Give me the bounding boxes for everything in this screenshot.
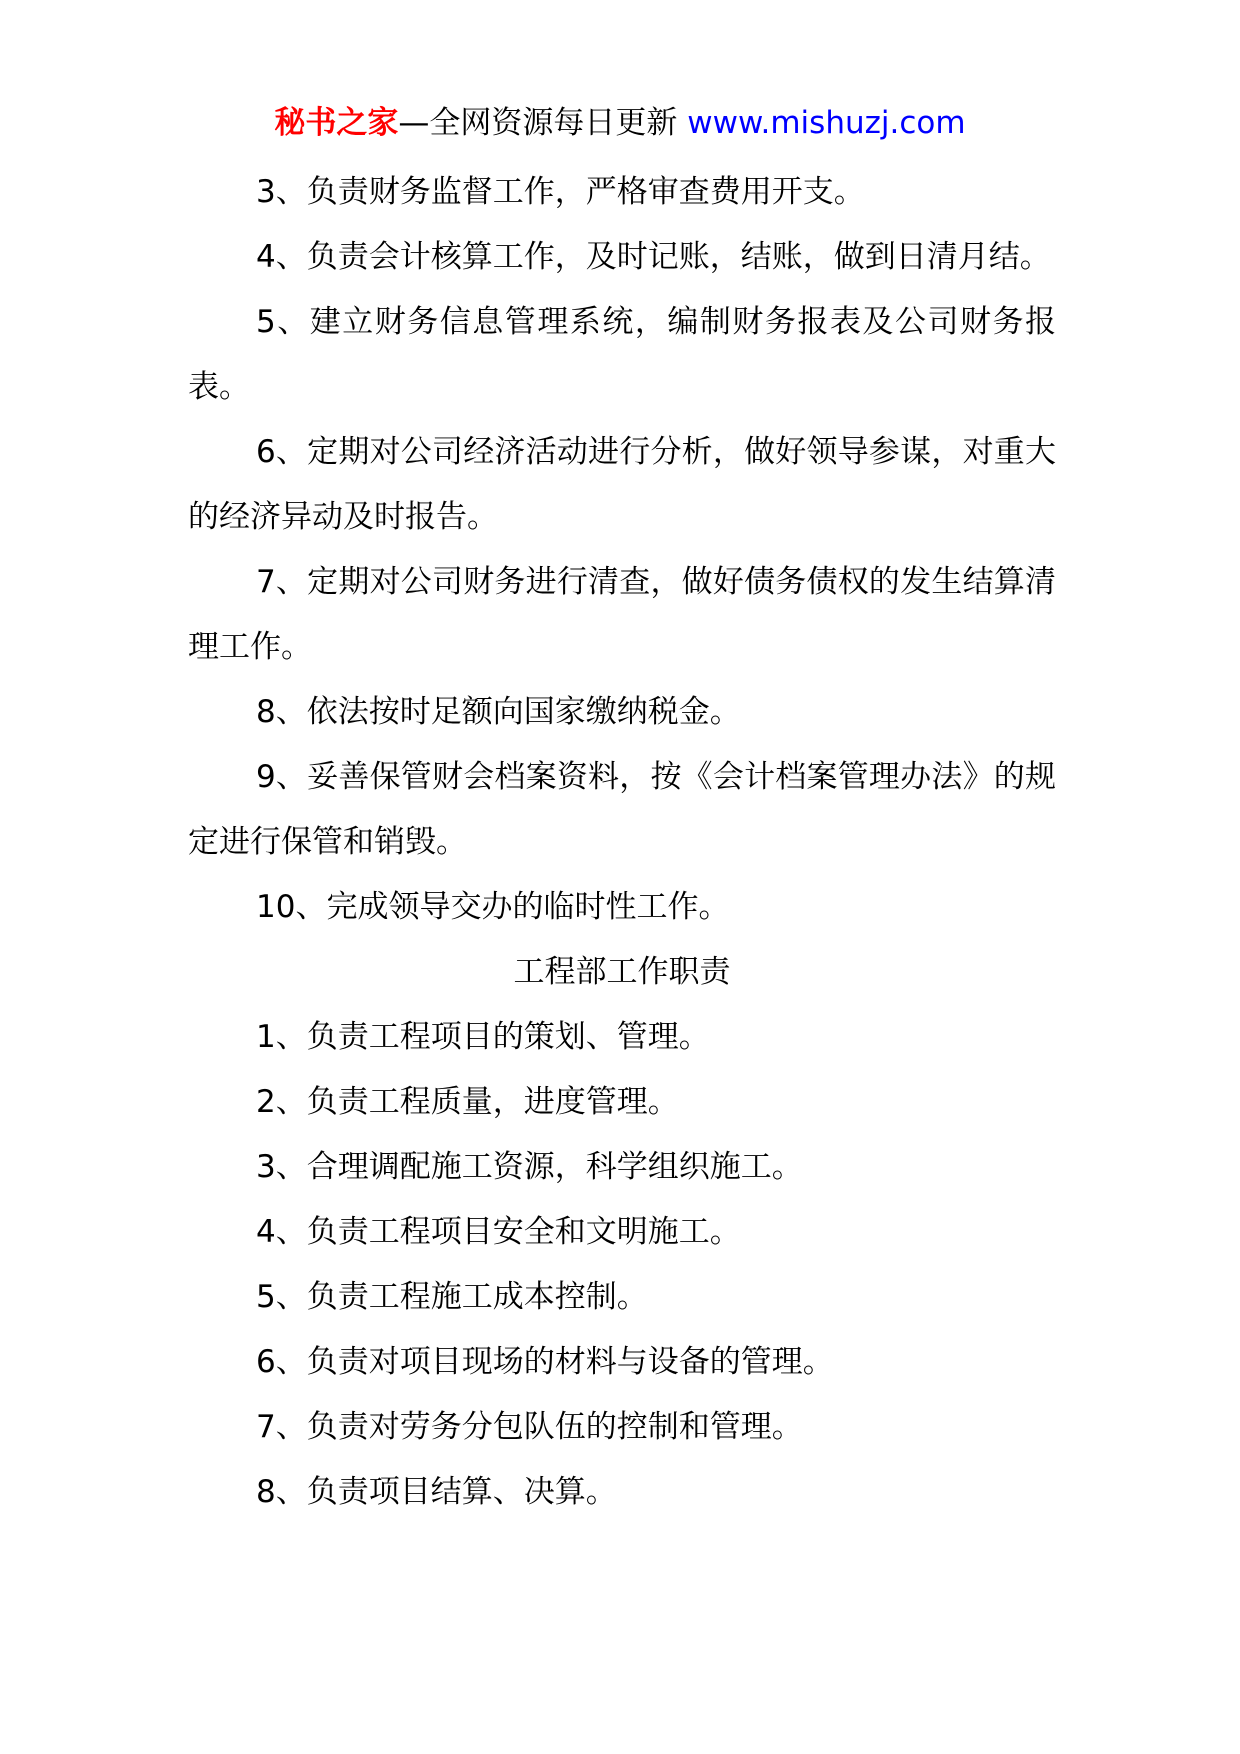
finance-item: 3、负责财务监督工作，严格审查费用开支。 [256,174,865,210]
engineering-item: 6、负责对项目现场的材料与设备的管理。 [256,1344,834,1380]
engineering-item: 7、负责对劳务分包队伍的控制和管理。 [256,1409,803,1445]
engineering-item: 5、负责工程施工成本控制。 [256,1279,648,1315]
engineering-item: 2、负责工程质量，进度管理。 [256,1084,679,1120]
engineering-item: 4、负责工程项目安全和文明施工。 [256,1214,741,1250]
finance-item: 4、负责会计核算工作，及时记账，结账，做到日清月结。 [256,239,1051,275]
engineering-item: 1、负责工程项目的策划、管理。 [256,1019,710,1055]
finance-item: 7、定期对公司财务进行清查，做好债务债权的发生结算清理工作。 [188,564,1056,665]
brand-name: 秘书之家 [274,105,399,141]
header-slogan: —全网资源每日更新 [398,105,688,141]
finance-item: 8、依法按时足额向国家缴纳税金。 [256,694,741,730]
page-header [0,100,1240,146]
finance-item: 6、定期对公司经济活动进行分析，做好领导参谋，对重大的经济异动及时报告。 [188,434,1056,535]
engineering-item: 3、合理调配施工资源，科学组织施工。 [256,1149,803,1185]
engineering-item: 8、负责项目结算、决算。 [256,1474,617,1510]
site-url-link[interactable]: www.mishuzj.com [687,105,966,141]
finance-item: 10、完成领导交办的临时性工作。 [256,889,730,925]
document-body [188,160,1056,1525]
finance-item: 9、妥善保管财会档案资料，按《会计档案管理办法》的规定进行保管和销毁。 [188,759,1056,860]
finance-item: 5、建立财务信息管理系统，编制财务报表及公司财务报表。 [188,304,1056,405]
engineering-section-title: 工程部工作职责 [513,954,731,990]
